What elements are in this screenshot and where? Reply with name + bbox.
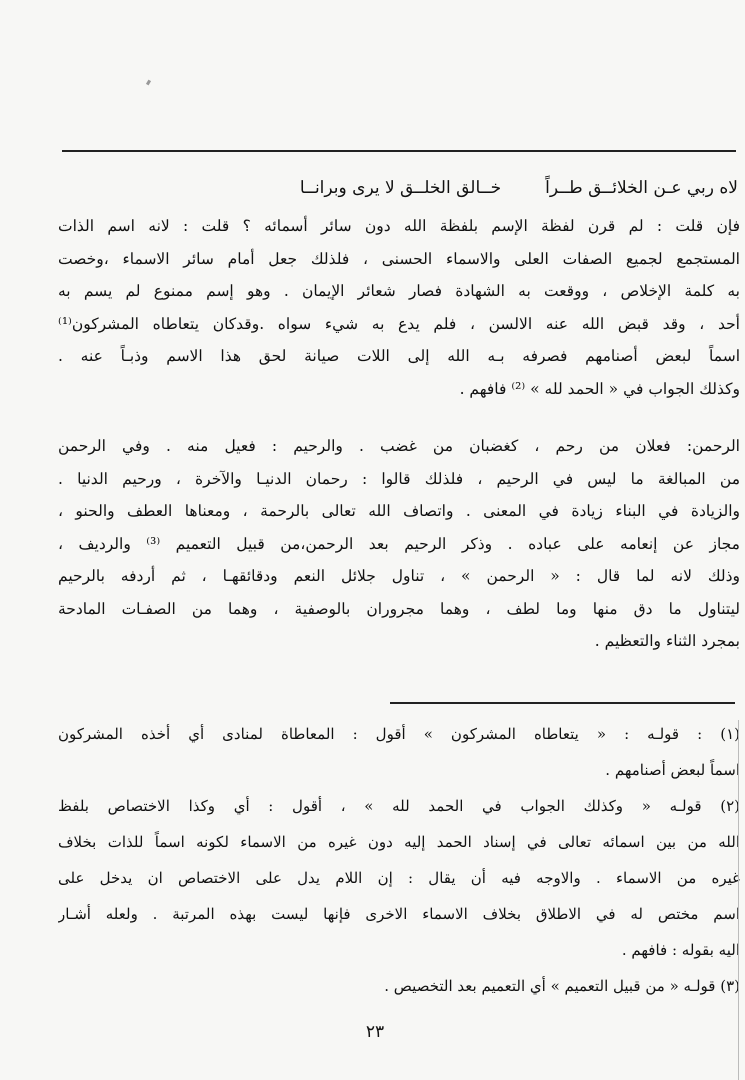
text-line: المستجمع لجميع الصفات العلى والاسماء الحسنى ، فلذلك جعل أمام سائر الاسماء ،وخصت [58, 249, 740, 268]
text-line: به كلمة الإخلاص ، ووقعت به الشهادة فصار شعائر الإيمان . وهو إسم ممنوع لم يسم به [58, 282, 740, 300]
footnote-line: اليه بقوله : فافهم . [621, 941, 740, 959]
page-number: ٢٣ [365, 1022, 385, 1042]
text-line: من المبالغة ما ليس في الرحيم ، فلذلك قالوا : رحمان الدنيـا والآخرة ، ورحيم الدنيا . [58, 469, 740, 488]
scan-edge-line [738, 720, 739, 1080]
footnote-line: (٣) قولـه « من قبيل التعميم » أي التعميم بعد التخصيص . [384, 977, 740, 995]
poetry-verse [60, 168, 738, 208]
text-line: اسماً لبعض أصنامهم فصرفه بـه الله إلى اللات صيانة لحق هذا الاسم وذبـاً عنه . [58, 347, 740, 365]
footnote-line: اسم مختص له في الاطلاق بخلاف الاسماء الاخرى فإنها ليست بهذه المرتبة . ولعله أشـار [58, 905, 740, 923]
text-line: أحد ، وقد قبض الله عنه الالسن ، فلم يدع به شيء سواه .وقدكان يتعاطاه المشركون⁽¹⁾ [58, 314, 740, 333]
verse-hemistich-1: لاه ربي عـن الخلائــق طــراً [545, 178, 738, 198]
scan-speck [146, 80, 151, 86]
footnote-line: (١) : قولـه : « يتعاطاه المشركون » أقول : المعاطاة لمنادى أي أخذه المشركون [58, 725, 740, 743]
footnote-separator [390, 702, 735, 704]
text-line: فإن قلت : لم قرن لفظة الإسم بلفظة الله دون سائر أسمائه ؟ قلت : لانه اسم الذات [58, 217, 740, 235]
text-line: وكذلك الجواب في « الحمد لله » ⁽²⁾ فافهم . [459, 379, 740, 398]
footnote-line: اسماً لبعض أصنامهم . [605, 761, 740, 779]
header-rule [62, 150, 736, 152]
verse-hemistich-2: خــالق الخلــق لا يرى وبرانــا [299, 178, 502, 198]
paragraph-lafz-allah [58, 210, 740, 405]
footnote-line: الله من بين اسمائه تعالى في إسناد الحمد إليه دون غيره من الاسماء لكونه اسماً للذات بخلاف [58, 833, 740, 851]
footnote-line: (٢) قولـه « وكذلك الجواب في الحمد لله » ، أقول : أي وكذا الاختصاص بلفظ [58, 797, 740, 815]
text-line: وذلك لانه لما قال : « الرحمن » ، تناول جلائل النعم ودقائقهـا ، ثم أردفه بالرحيم [58, 567, 740, 585]
text-line: ليتناول ما دق منها وما لطف ، وهما مجروران بالوصفية ، وهما من الصفـات المادحة [58, 599, 740, 618]
text-line: بمجرد الثناء والتعظيم . [594, 632, 740, 650]
text-line: مجاز عن إنعامه على عباده . وذكر الرحيم بعد الرحمن،من قبيل التعميم ⁽³⁾ والرديف ، [58, 534, 740, 553]
text-line: والزيادة في البناء زيادة في المعنى . واتصاف الله تعالى بالرحمة ، ومعناها العطف والحنو ، [58, 502, 740, 520]
text-line: الرحمن: فعلان من رحم ، كغضبان من غضب . والرحيم : فعيل منه . وفي الرحمن [58, 437, 740, 455]
paragraph-rahman-rahim [58, 430, 740, 658]
footnotes [58, 716, 740, 1004]
footnote-line: غيره من الاسماء . والاوجه فيه أن يقال : إن اللام يدل على الاختصاص ان يدخل على [58, 869, 740, 887]
